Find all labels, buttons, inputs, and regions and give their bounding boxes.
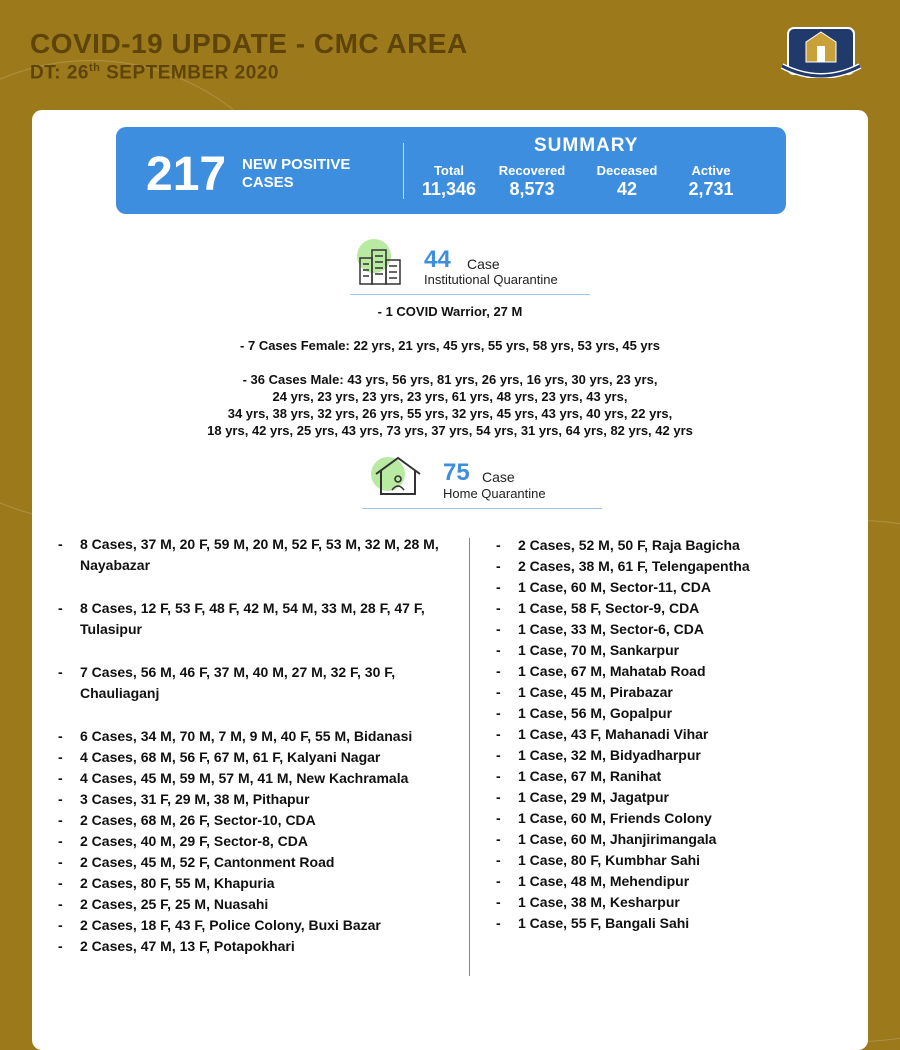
bullet-dash: - <box>496 852 501 868</box>
bullet-dash: - <box>496 873 501 889</box>
home-case-text: 8 Cases, 37 M, 20 F, 59 M, 20 M, 52 F, 53 M, 32 M, 28 M, Nayabazar <box>80 536 439 573</box>
bullet-dash: - <box>496 894 501 910</box>
home-case-text: 1 Case, 67 M, Ranihat <box>518 768 662 784</box>
date-rest: SEPTEMBER 2020 <box>100 62 279 84</box>
bullet-dash: - <box>496 621 501 637</box>
stat-deceased <box>582 163 672 200</box>
home-case-item <box>496 703 856 724</box>
home-case-text: 1 Case, 29 M, Jagatpur <box>518 789 669 805</box>
bullet-dash: - <box>496 831 501 847</box>
home-case-text: 1 Case, 48 M, Mehendipur <box>518 873 690 889</box>
home-case-text: 1 Case, 67 M, Mahatab Road <box>518 663 706 679</box>
institutional-line: - 36 Cases Male: 43 yrs, 56 yrs, 81 yrs, 26 yrs, 16 yrs, 30 yrs, 23 yrs, <box>242 372 658 387</box>
cmc-logo-icon <box>778 22 864 78</box>
institutional-item <box>32 303 868 320</box>
bullet-dash: - <box>496 768 501 784</box>
bullet-dash: - <box>58 917 63 933</box>
home-case-text: 2 Cases, 18 F, 43 F, Police Colony, Buxi Bazar <box>80 917 381 933</box>
home-case-item <box>58 852 452 873</box>
new-positive-count: 217 <box>146 148 227 201</box>
home-case-item <box>496 787 856 808</box>
bullet-dash: - <box>496 810 501 826</box>
home-case-text: 1 Case, 45 M, Pirabazar <box>518 684 673 700</box>
home-case-item <box>58 894 452 915</box>
home-case-item <box>58 873 452 894</box>
date-prefix: DT: 26 <box>30 62 89 84</box>
institutional-line: - 7 Cases Female: 22 yrs, 21 yrs, 45 yrs, 55 yrs, 58 yrs, 53 yrs, 45 yrs <box>240 338 660 353</box>
home-case-item <box>496 598 856 619</box>
home-case-item <box>496 577 856 598</box>
bullet-dash: - <box>58 875 63 891</box>
home-case-text: 1 Case, 60 M, Sector-11, CDA <box>518 579 711 595</box>
institutional-line: 34 yrs, 38 yrs, 32 yrs, 26 yrs, 55 yrs, 32 yrs, 45 yrs, 43 yrs, 40 yrs, 22 yrs, <box>227 406 673 421</box>
bullet-dash: - <box>496 642 501 658</box>
home-case-item <box>496 724 856 745</box>
bullet-dash: - <box>496 726 501 742</box>
stat-value: 8,573 <box>509 179 555 199</box>
home-case-text: 1 Case, 56 M, Gopalpur <box>518 705 673 721</box>
home-case-text: 2 Cases, 47 M, 13 F, Potapokhari <box>80 938 295 954</box>
home-case-item <box>58 598 452 640</box>
home-case-text: 7 Cases, 56 M, 46 F, 37 M, 40 M, 27 M, 32 F, 30 F, Chauliaganj <box>80 664 396 701</box>
bullet-dash: - <box>496 789 501 805</box>
home-case-item <box>58 789 452 810</box>
home-case-item <box>58 810 452 831</box>
home-case-item <box>58 534 452 576</box>
home-case-text: 1 Case, 60 M, Friends Colony <box>518 810 712 826</box>
home-case-text: 4 Cases, 45 M, 59 M, 57 M, 41 M, New Kachramala <box>80 770 409 786</box>
bullet-dash: - <box>496 663 501 679</box>
home-case-item <box>496 871 856 892</box>
home-label: Home Quarantine <box>443 486 546 501</box>
institutional-line: 18 yrs, 42 yrs, 25 yrs, 43 yrs, 73 yrs, 37 yrs, 54 yrs, 31 yrs, 64 yrs, 82 yrs, 42 yrs <box>207 423 693 438</box>
home-icon <box>368 452 424 498</box>
bullet-dash: - <box>58 791 63 807</box>
bullet-dash: - <box>58 854 63 870</box>
home-case-text: 1 Case, 70 M, Sankarpur <box>518 642 680 658</box>
stat-value: 2,731 <box>688 179 734 199</box>
home-case-item <box>496 892 856 913</box>
bullet-dash: - <box>58 896 63 912</box>
page-date <box>30 62 279 84</box>
institutional-item <box>32 371 868 439</box>
home-case-item <box>58 662 452 704</box>
stat-active <box>666 163 756 200</box>
bullet-dash: - <box>496 600 501 616</box>
stat-total <box>404 163 494 200</box>
summary-banner <box>116 127 786 214</box>
home-case-item <box>496 745 856 766</box>
home-case-item <box>496 682 856 703</box>
stat-recovered <box>487 163 577 200</box>
institutional-case-word: Case <box>467 256 500 272</box>
summary-title: SUMMARY <box>534 135 639 156</box>
home-case-item <box>58 768 452 789</box>
home-case-item <box>496 829 856 850</box>
home-case-item <box>496 661 856 682</box>
home-case-text: 2 Cases, 52 M, 50 F, Raja Bagicha <box>518 537 740 553</box>
stat-label: Deceased <box>596 163 658 178</box>
bullet-dash: - <box>496 537 501 553</box>
home-case-item <box>58 747 452 768</box>
column-divider <box>469 538 470 976</box>
home-case-item <box>58 831 452 852</box>
bullet-dash: - <box>496 705 501 721</box>
home-case-item <box>58 726 452 747</box>
home-case-text: 2 Cases, 45 M, 52 F, Cantonment Road <box>80 854 335 870</box>
home-case-item <box>496 913 856 934</box>
home-case-item <box>496 640 856 661</box>
bullet-dash: - <box>496 558 501 574</box>
home-case-text: 2 Cases, 40 M, 29 F, Sector-8, CDA <box>80 833 308 849</box>
home-right-column <box>496 535 856 934</box>
home-case-text: 2 Cases, 25 F, 25 M, Nuasahi <box>80 896 269 912</box>
home-case-text: 4 Cases, 68 M, 56 F, 67 M, 61 F, Kalyani Nagar <box>80 749 381 765</box>
bullet-dash: - <box>58 749 63 765</box>
stat-value: 11,346 <box>421 179 477 199</box>
stat-label: Total <box>433 163 465 178</box>
home-case-text: 1 Case, 32 M, Bidyadharpur <box>518 747 701 763</box>
bullet-dash: - <box>58 812 63 828</box>
bullet-dash: - <box>58 536 63 552</box>
home-case-item <box>496 850 856 871</box>
home-case-word: Case <box>482 469 515 485</box>
bullet-dash: - <box>58 833 63 849</box>
home-case-text: 8 Cases, 12 F, 53 F, 48 F, 42 M, 54 M, 33 M, 28 F, 47 F, Tulasipur <box>80 600 425 637</box>
page-title: COVID-19 UPDATE - CMC AREA <box>30 28 468 59</box>
stat-value: 42 <box>616 179 638 199</box>
content-card <box>32 110 868 1050</box>
home-case-text: 2 Cases, 38 M, 61 F, Telengapentha <box>518 558 750 574</box>
bullet-dash: - <box>496 579 501 595</box>
home-case-text: 1 Case, 33 M, Sector-6, CDA <box>518 621 704 637</box>
home-case-item <box>496 808 856 829</box>
home-case-text: 2 Cases, 68 M, 26 F, Sector-10, CDA <box>80 812 316 828</box>
new-positive-label: NEW POSITIVE CASES <box>242 156 351 191</box>
home-case-text: 1 Case, 58 F, Sector-9, CDA <box>518 600 700 616</box>
bullet-dash: - <box>58 938 63 954</box>
bullet-dash: - <box>58 600 63 616</box>
building-icon <box>354 238 408 288</box>
bullet-dash: - <box>58 770 63 786</box>
home-case-text: 3 Cases, 31 F, 29 M, 38 M, Pithapur <box>80 791 310 807</box>
home-case-text: 1 Case, 60 M, Jhanjirimangala <box>518 831 717 847</box>
bullet-dash: - <box>58 728 63 744</box>
home-case-text: 6 Cases, 34 M, 70 M, 7 M, 9 M, 40 F, 55 M, Bidanasi <box>80 728 413 744</box>
institutional-label: Institutional Quarantine <box>424 272 558 287</box>
home-case-item <box>58 936 452 957</box>
home-case-item <box>58 915 452 936</box>
home-case-text: 1 Case, 38 M, Kesharpur <box>518 894 680 910</box>
home-case-text: 2 Cases, 80 F, 55 M, Khapuria <box>80 875 275 891</box>
home-case-text: 1 Case, 80 F, Kumbhar Sahi <box>518 852 701 868</box>
home-case-item <box>496 556 856 577</box>
home-left-column <box>58 534 452 957</box>
stat-label: Active <box>691 163 731 178</box>
institutional-count: 44 <box>424 246 451 273</box>
date-ordinal: th <box>88 62 101 74</box>
institutional-item <box>32 337 868 354</box>
institutional-line: 24 yrs, 23 yrs, 23 yrs, 23 yrs, 61 yrs, 48 yrs, 23 yrs, 43 yrs, <box>272 389 628 404</box>
home-count: 75 <box>443 459 470 486</box>
stat-label: Recovered <box>498 163 566 178</box>
home-case-text: 1 Case, 55 F, Bangali Sahi <box>518 915 690 931</box>
home-case-item <box>496 619 856 640</box>
bullet-dash: - <box>58 664 63 680</box>
institutional-line: - 1 COVID Warrior, 27 M <box>377 304 523 319</box>
home-case-item <box>496 535 856 556</box>
bullet-dash: - <box>496 684 501 700</box>
home-case-item <box>496 766 856 787</box>
bullet-dash: - <box>496 747 501 763</box>
home-underline <box>362 508 602 509</box>
home-case-text: 1 Case, 43 F, Mahanadi Vihar <box>518 726 709 742</box>
bullet-dash: - <box>496 915 501 931</box>
institutional-underline <box>350 294 590 295</box>
